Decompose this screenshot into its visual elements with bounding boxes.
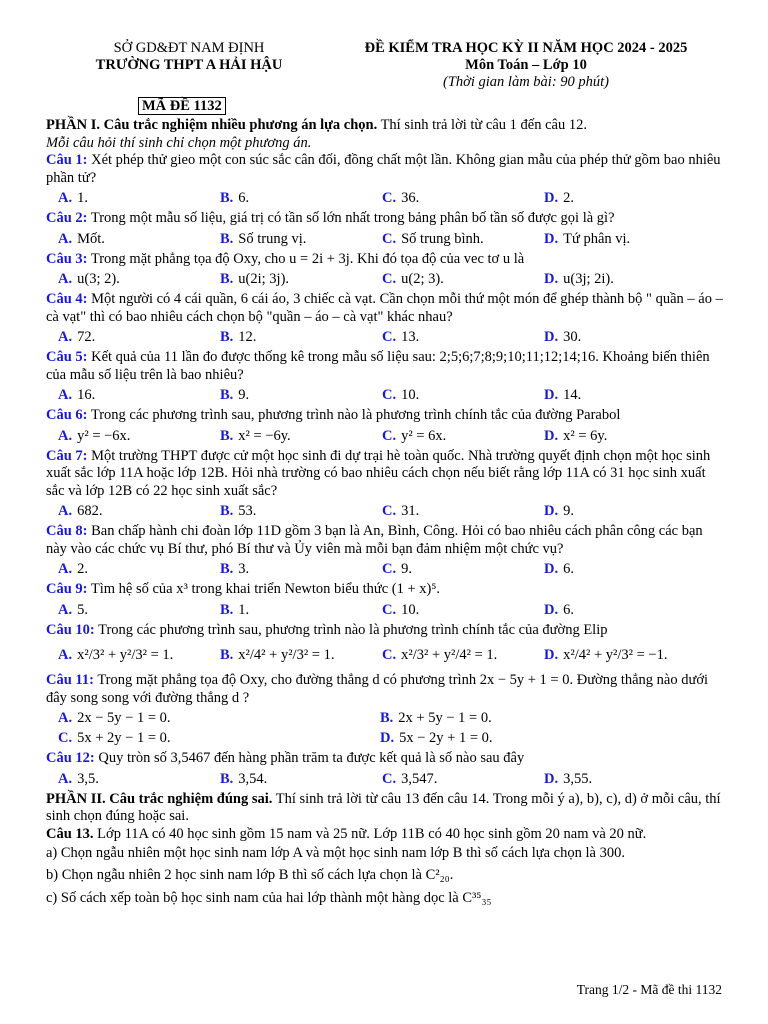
option-text: x² = 6y. <box>563 427 608 444</box>
option-text: 1. <box>77 190 88 206</box>
option-label: A. <box>58 561 73 577</box>
option-a[interactable] <box>58 710 380 727</box>
question-text: Trong các phương trình sau, phương trình nào là phương trình chính tắc của đường Elip <box>94 621 608 638</box>
option-c[interactable] <box>382 771 544 788</box>
school-name: TRƯỜNG THPT A HẢI HẬU <box>95 57 283 73</box>
option-text: 31. <box>401 503 420 519</box>
option-text: u(3j; 2i). <box>563 271 614 287</box>
option-c[interactable] <box>382 428 544 445</box>
option-d[interactable] <box>544 602 706 619</box>
option-row <box>58 503 726 520</box>
option-text: u(2i; 3j). <box>238 271 290 287</box>
option-d[interactable] <box>544 271 706 288</box>
option-label: B. <box>220 561 234 577</box>
option-row <box>58 730 726 747</box>
option-row <box>58 387 726 404</box>
option-text: 12. <box>238 329 257 345</box>
q13-statement-a: a) Chọn ngẫu nhiên một học sinh nam lớp A và một học sinh nam lớp B thì số cách lựa chọn là 300. <box>46 845 625 861</box>
option-row <box>58 710 726 727</box>
question-stem <box>46 152 726 187</box>
option-text: 682. <box>77 503 103 519</box>
question-13 <box>46 826 726 844</box>
option-label: C. <box>382 770 397 787</box>
question-label: Câu 7: <box>46 447 88 464</box>
option-d[interactable] <box>544 561 706 578</box>
option-text: u(3; 2). <box>77 271 120 287</box>
question-stem <box>46 407 726 425</box>
option-text: 14. <box>563 387 582 403</box>
option-text: x²/4² + y²/3² = 1. <box>238 647 335 663</box>
option-b[interactable] <box>220 387 382 404</box>
option-label: A. <box>58 770 73 787</box>
question-label: Câu 1: <box>46 152 88 168</box>
option-row <box>58 329 726 346</box>
question-label: Câu 10: <box>46 621 95 638</box>
option-b[interactable] <box>220 190 382 207</box>
option-d[interactable] <box>544 503 706 520</box>
option-label: C. <box>382 271 397 287</box>
option-text: y² = 6x. <box>401 427 447 444</box>
option-text: 72. <box>77 329 96 345</box>
option-text: x²/3² + y²/3² = 1. <box>77 647 174 663</box>
option-text: 36. <box>401 190 420 206</box>
option-label: A. <box>58 503 73 519</box>
time-line: (Thời gian làm bài: 90 phút) <box>442 74 610 90</box>
part2-heading <box>46 791 726 826</box>
option-label: D. <box>544 329 559 345</box>
part1-title: PHẦN I. Câu trắc nghiệm nhiều phương án lựa chọn. <box>46 117 378 133</box>
option-text: 5x − 2y + 1 = 0. <box>399 730 493 746</box>
option-d[interactable] <box>544 771 706 788</box>
question-9 <box>46 581 726 619</box>
header-left <box>54 40 324 91</box>
option-text: 9. <box>401 561 412 577</box>
question-text: Trong một mẫu số liệu, giá trị có tần số lớn nhất trong bảng phân bố tần số được gọi là gì? <box>87 210 615 226</box>
option-text: x²/4² + y²/3² = −1. <box>563 647 668 663</box>
option-c[interactable] <box>382 561 544 578</box>
question-stem <box>46 622 726 640</box>
option-b[interactable] <box>220 503 382 520</box>
option-text: 9. <box>563 503 574 519</box>
option-label: B. <box>220 230 234 247</box>
page-footer: Trang 1/2 - Mã đề thi 1132 <box>576 982 722 997</box>
option-label: C. <box>382 561 397 577</box>
question-label: Câu 3: <box>46 250 88 267</box>
question-13-text: Lớp 11A có 40 học sinh gồm 15 nam và 25 nữ. Lớp 11B có 40 học sinh gồm 20 nam và 20 nữ. <box>93 825 647 842</box>
option-label: D. <box>544 561 559 577</box>
exam-code-box: MÃ ĐỀ 1132 <box>138 97 226 115</box>
option-c[interactable] <box>382 329 544 346</box>
question-label: Câu 6: <box>46 407 88 423</box>
question-stem <box>46 349 726 384</box>
option-d[interactable] <box>380 730 702 747</box>
option-b[interactable] <box>220 329 382 346</box>
q13-statement-c: c) Số cách xếp toàn bộ học sinh nam của hai lớp thành một hàng dọc là C³⁵₃₅ <box>46 890 492 906</box>
option-text: 3,54. <box>238 770 268 787</box>
question-text: Trong mặt phẳng tọa độ Oxy, cho đường thẳng d có phương trình 2x − 5y + 1 = 0. Đường thẳng nào dưới đây song song với đường thẳng d ? <box>46 672 709 706</box>
option-a[interactable] <box>58 561 220 578</box>
question-12 <box>46 750 726 788</box>
part1-heading <box>46 117 726 135</box>
option-label: D. <box>544 503 559 519</box>
option-text: 10. <box>401 601 420 618</box>
option-label: B. <box>220 387 234 403</box>
option-a[interactable] <box>58 387 220 404</box>
option-b[interactable] <box>220 602 382 619</box>
option-b[interactable] <box>220 647 382 664</box>
option-c[interactable] <box>382 271 544 288</box>
option-row <box>58 231 726 248</box>
option-label: C. <box>58 730 73 746</box>
option-a[interactable] <box>58 647 220 664</box>
option-a[interactable] <box>58 329 220 346</box>
part2-title: PHẦN II. Câu trắc nghiệm đúng sai. <box>46 790 273 807</box>
option-a[interactable] <box>58 428 220 445</box>
question-2 <box>46 210 726 248</box>
option-c[interactable] <box>382 387 544 404</box>
option-text: 2. <box>77 561 88 577</box>
option-a[interactable] <box>58 503 220 520</box>
option-b[interactable] <box>220 771 382 788</box>
option-text: 3. <box>238 561 250 577</box>
question-stem <box>46 448 726 501</box>
option-a[interactable] <box>58 771 220 788</box>
question-11 <box>46 672 726 747</box>
option-label: C. <box>382 230 397 247</box>
question-text: Kết quả của 11 lần đo được thống kê trong mẫu số liệu sau: 2;5;6;7;8;9;10;11;12;14;16. Khoảng biến thiên của mẫu số liệu trên là bao nhiêu? <box>46 349 710 383</box>
option-text: 6. <box>563 561 574 577</box>
option-label: A. <box>58 710 73 726</box>
option-row <box>58 428 726 445</box>
question-5 <box>46 349 726 404</box>
question-label: Câu 12: <box>46 750 95 766</box>
option-text: u(2; 3). <box>401 271 444 287</box>
option-d[interactable] <box>544 190 706 207</box>
option-a[interactable] <box>58 271 220 288</box>
option-text: 16. <box>77 387 96 403</box>
question-text: Tìm hệ số của x³ trong khai triển Newton biểu thức (1 + x)⁵. <box>87 581 441 597</box>
option-text: 2. <box>563 190 574 206</box>
option-row <box>58 602 726 619</box>
option-text: 2x + 5y − 1 = 0. <box>398 710 492 726</box>
option-c[interactable] <box>382 190 544 207</box>
question-list <box>46 152 726 788</box>
option-label: A. <box>58 387 73 403</box>
option-text: y² = −6x. <box>77 427 131 444</box>
option-b[interactable] <box>220 231 382 248</box>
option-text: 5. <box>77 601 88 618</box>
option-b[interactable] <box>220 428 382 445</box>
exam-title: ĐỀ KIỂM TRA HỌC KỲ II NĂM HỌC 2024 - 2025 <box>364 40 688 56</box>
question-label: Câu 2: <box>46 210 88 226</box>
option-text: Mốt. <box>77 230 105 247</box>
option-text: x²/3² + y²/4² = 1. <box>401 647 498 663</box>
option-label: A. <box>58 230 73 247</box>
question-8 <box>46 523 726 578</box>
question-3 <box>46 251 726 289</box>
option-label: D. <box>544 387 559 403</box>
question-stem <box>46 523 726 558</box>
option-label: C. <box>382 601 397 618</box>
option-label: B. <box>220 271 234 287</box>
question-label: Câu 4: <box>46 291 88 307</box>
question-10 <box>46 622 726 665</box>
question-text: Một người có 4 cái quần, 6 cái áo, 3 chiếc cà vạt. Cần chọn mỗi thứ một món để ghép thành bộ " quần – áo – cà vạt" thì có bao nhiêu cách chọn bộ "quần – áo – cà vạt" khác nhau? <box>46 291 723 325</box>
option-text: Số trung vị. <box>238 230 307 247</box>
option-d[interactable] <box>544 329 706 346</box>
option-label: B. <box>380 710 394 726</box>
part1-note: Mỗi câu hỏi thí sinh chỉ chọn một phương án. <box>46 134 312 151</box>
option-text: 3,5. <box>77 770 99 787</box>
question-label: Câu 9: <box>46 581 88 597</box>
option-text: 1. <box>238 601 250 618</box>
option-label: A. <box>58 329 73 345</box>
option-label: C. <box>382 427 397 444</box>
option-label: C. <box>382 190 397 206</box>
question-stem <box>46 291 726 326</box>
option-text: 6. <box>563 601 574 618</box>
option-text: 10. <box>401 387 420 403</box>
option-label: D. <box>544 427 559 444</box>
option-d[interactable] <box>544 231 706 248</box>
option-label: B. <box>220 329 234 345</box>
question-text: Trong các phương trình sau, phương trình nào là phương trình chính tắc của đường Parabol <box>87 407 621 423</box>
option-text: 6. <box>238 190 250 206</box>
header-right <box>326 40 726 91</box>
option-text: 9. <box>238 387 250 403</box>
option-label: B. <box>220 601 234 618</box>
option-a[interactable] <box>58 231 220 248</box>
option-label: D. <box>544 271 559 287</box>
option-a[interactable] <box>58 190 220 207</box>
subject-line: Môn Toán – Lớp 10 <box>465 57 587 73</box>
option-label: D. <box>380 730 395 746</box>
option-label: B. <box>220 427 234 444</box>
option-label: D. <box>544 601 559 618</box>
option-label: A. <box>58 647 73 663</box>
question-stem <box>46 581 726 599</box>
department-name: SỞ GD&ĐT NAM ĐỊNH <box>113 40 265 56</box>
question-1 <box>46 152 726 207</box>
question-stem <box>46 251 726 269</box>
option-a[interactable] <box>58 602 220 619</box>
option-label: D. <box>544 190 559 206</box>
option-label: B. <box>220 503 234 519</box>
option-d[interactable] <box>544 647 706 664</box>
question-6 <box>46 407 726 445</box>
option-label: B. <box>220 647 234 663</box>
option-label: B. <box>220 190 234 206</box>
exam-header <box>46 40 726 91</box>
option-b[interactable] <box>220 271 382 288</box>
option-row <box>58 647 726 664</box>
question-label: Câu 11: <box>46 672 94 688</box>
option-label: A. <box>58 601 73 618</box>
option-text: 30. <box>563 329 582 345</box>
question-7 <box>46 448 726 521</box>
option-text: 3,55. <box>563 770 593 787</box>
option-row <box>58 190 726 207</box>
question-stem <box>46 210 726 228</box>
question-label: Câu 5: <box>46 349 88 365</box>
option-d[interactable] <box>544 387 706 404</box>
question-4 <box>46 291 726 346</box>
option-label: D. <box>544 230 559 247</box>
question-stem <box>46 750 726 768</box>
option-c[interactable] <box>382 231 544 248</box>
option-text: 3,547. <box>401 770 438 787</box>
question-label: Câu 8: <box>46 523 88 539</box>
option-label: C. <box>382 647 397 663</box>
option-c[interactable] <box>382 503 544 520</box>
option-label: A. <box>58 271 73 287</box>
option-text: 53. <box>238 503 257 519</box>
option-c[interactable] <box>58 730 380 747</box>
question-stem <box>46 672 726 707</box>
question-text: Quy tròn số 3,5467 đến hàng phần trăm ta được kết quả là số nào sau đây <box>94 750 525 766</box>
question-text: Một trường THPT được cử một học sinh đi dự trại hè toàn quốc. Nhà trường quyết định chọn một học sinh xuất sắc lớp 11A hoặc lớp 12B. Hỏi nhà trường có bao nhiêu cách chọn nếu biết rằng lớp 11A có 31 học sinh xuất sắc và lớp 12B có 22 học sinh xuất sắc? <box>46 447 711 499</box>
question-13-label: Câu 13. <box>46 825 94 842</box>
q13-statement-b: b) Chọn ngẫu nhiên 2 học sinh nam lớp B thì số cách lựa chọn là C²₂₀. <box>46 866 454 883</box>
question-text: Ban chấp hành chi đoàn lớp 11D gồm 3 bạn là An, Bình, Công. Hỏi có bao nhiêu cách phân công các bạn này vào các chức vụ Bí thư, phó Bí thư và Ủy viên mà mỗi bạn đảm nhiệm một chức vụ? <box>46 523 703 557</box>
part2-instruction: Thí sinh trả lời từ câu 13 đến câu 14. Trong mỗi ý a), b), c), d) ở mỗi câu, thí sinh chọn đúng hoặc sai. <box>46 790 721 824</box>
option-label: D. <box>544 647 559 663</box>
option-c[interactable] <box>382 602 544 619</box>
option-label: C. <box>382 387 397 403</box>
question-text: Xét phép thử gieo một con súc sắc cân đối, đồng chất một lần. Không gian mẫu của phép thử gồm bao nhiêu phần tử? <box>46 152 721 186</box>
option-label: C. <box>382 329 397 345</box>
option-label: A. <box>58 190 73 206</box>
option-text: 5x + 2y − 1 = 0. <box>77 730 171 746</box>
option-b[interactable] <box>380 710 702 727</box>
option-label: D. <box>544 770 559 787</box>
exam-page <box>46 40 726 908</box>
option-label: C. <box>382 503 397 519</box>
option-c[interactable] <box>382 647 544 664</box>
part1-instruction: Thí sinh trả lời từ câu 1 đến câu 12. <box>377 117 587 133</box>
option-label: B. <box>220 770 234 787</box>
option-row <box>58 771 726 788</box>
option-b[interactable] <box>220 561 382 578</box>
option-text: x² = −6y. <box>238 427 291 444</box>
option-text: 2x − 5y − 1 = 0. <box>77 710 171 726</box>
option-row <box>58 271 726 288</box>
option-text: Số trung bình. <box>401 230 484 247</box>
option-label: A. <box>58 427 73 444</box>
option-text: Tứ phân vị. <box>563 230 631 247</box>
option-text: 13. <box>401 329 420 345</box>
option-d[interactable] <box>544 428 706 445</box>
option-row <box>58 561 726 578</box>
question-text: Trong mặt phẳng tọa độ Oxy, cho u = 2i + 3j. Khi đó tọa độ của vec tơ u là <box>87 250 525 267</box>
